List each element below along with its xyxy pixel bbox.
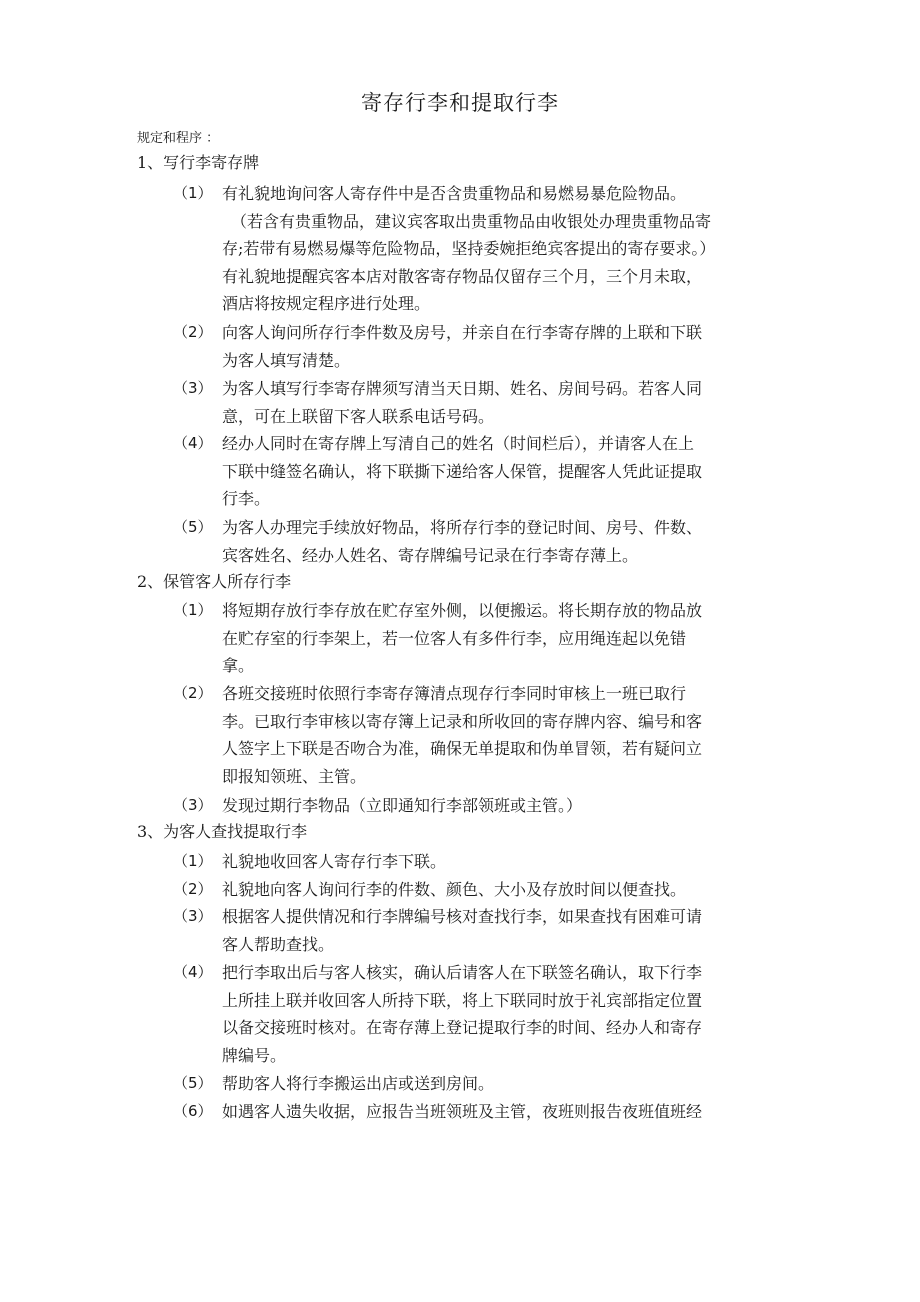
text-line: 为客人填写行李寄存牌须写清当天日期、姓名、房间号码。若客人同 bbox=[222, 379, 703, 398]
list-item bbox=[173, 959, 793, 1069]
text-line: 下联中缝签名确认，将下联撕下递给客人保管，提醒客人凭此证提取 bbox=[222, 461, 703, 481]
list-item bbox=[173, 1098, 793, 1126]
text-line: 将短期存放行李存放在贮存室外侧，以便搬运。将长期存放的物品放 bbox=[222, 601, 703, 620]
item-text bbox=[222, 430, 793, 513]
section-heading: 1、写行李寄存牌 bbox=[137, 153, 260, 172]
list-item bbox=[173, 792, 793, 820]
text-line: 即报知领班、主管。 bbox=[222, 766, 367, 786]
text-line: 以备交接班时核对。在寄存薄上登记提取行李的时间、经办人和寄存 bbox=[222, 1018, 703, 1037]
section-heading: 2、保管客人所存行李 bbox=[137, 572, 292, 591]
text-line: 向客人询问所存行李件数及房号，并亲自在行李寄存牌的上联和下联 bbox=[222, 323, 703, 342]
item-number: （2） bbox=[173, 684, 213, 702]
item-text bbox=[222, 876, 793, 904]
item-number: （3） bbox=[173, 379, 213, 397]
text-line: 意，可在上联留下客人联系电话号码。 bbox=[222, 406, 495, 426]
list-item bbox=[173, 848, 793, 876]
item-text bbox=[222, 959, 793, 1069]
list-item bbox=[173, 903, 793, 958]
item-text bbox=[222, 597, 793, 680]
page-title: 寄存行李和提取行李 bbox=[361, 91, 559, 115]
item-number: （3） bbox=[173, 907, 213, 925]
text-line: 酒店将按规定程序进行处理。 bbox=[222, 294, 431, 313]
text-line: 为客人填写清楚。 bbox=[222, 350, 351, 370]
list-item bbox=[173, 319, 793, 374]
list-item bbox=[173, 1070, 793, 1098]
item-number: （4） bbox=[173, 963, 213, 981]
item-number: （1） bbox=[173, 852, 213, 870]
list-item bbox=[173, 876, 793, 904]
list-item bbox=[173, 597, 793, 680]
item-text bbox=[222, 180, 793, 318]
list-item bbox=[173, 430, 793, 513]
text-line: 李。已取行李审核以寄存簿上记录和所收回的寄存牌内容、编号和客 bbox=[222, 711, 703, 731]
item-text bbox=[222, 375, 793, 430]
item-number: （2） bbox=[173, 323, 213, 341]
item-number: （5） bbox=[173, 1074, 213, 1092]
text-line: 各班交接班时依照行李寄存簿清点现存行李同时审核上一班已取行 bbox=[222, 684, 687, 703]
text-line: 发现过期行李物品（立即通知行李部领班或主管。） bbox=[222, 796, 583, 815]
text-line: 有礼貌地提醒宾客本店对散客寄存物品仅留存三个月，三个月未取， bbox=[222, 266, 703, 286]
text-line: 拿。 bbox=[222, 656, 255, 675]
subtitle-label: 规定和程序 ： bbox=[137, 131, 220, 146]
text-line: 礼貌地向客人询问行李的件数、颜色、大小及存放时间以便查找。 bbox=[222, 880, 687, 899]
text-line: 帮助客人将行李搬运出店或送到房间。 bbox=[222, 1074, 495, 1093]
item-number: （5） bbox=[173, 518, 213, 536]
item-text bbox=[222, 848, 793, 876]
text-line: 存;若带有易燃易爆等危险物品，坚持委婉拒绝宾客提出的寄存要求。） bbox=[222, 239, 716, 258]
text-line: 有礼貌地询问客人寄存件中是否含贵重物品和易燃易暴危险物品。 bbox=[222, 184, 687, 203]
item-text bbox=[222, 792, 793, 820]
item-number: （2） bbox=[173, 880, 213, 898]
text-line: 客人帮助查找。 bbox=[222, 934, 335, 954]
section-heading: 3、为客人查找提取行李 bbox=[137, 822, 308, 841]
text-line: 上所挂上联并收回客人所持下联，将上下联同时放于礼宾部指定位置 bbox=[222, 990, 703, 1010]
text-line: 人签字上下联是否吻合为准，确保无单提取和伪单冒领，若有疑问立 bbox=[222, 739, 703, 758]
text-line: 为客人办理完手续放好物品，将所存行李的登记时间、房号、件数、 bbox=[222, 518, 703, 537]
text-line: 把行李取出后与客人核实，确认后请客人在下联签名确认，取下行李 bbox=[222, 963, 703, 982]
list-item bbox=[173, 514, 793, 569]
text-line: 行李。 bbox=[222, 489, 271, 508]
list-item bbox=[173, 180, 793, 318]
item-text bbox=[222, 680, 793, 790]
item-number: （1） bbox=[173, 601, 213, 619]
item-text bbox=[222, 903, 793, 958]
item-number: （6） bbox=[173, 1102, 213, 1120]
list-item bbox=[173, 375, 793, 430]
text-line: 如遇客人遗失收据，应报告当班领班及主管，夜班则报告夜班值班经 bbox=[222, 1102, 703, 1121]
text-line: （若含有贵重物品，建议宾客取出贵重物品由收银处办理贵重物品寄 bbox=[231, 211, 712, 231]
text-line: 牌编号。 bbox=[222, 1045, 287, 1065]
item-text bbox=[222, 319, 793, 374]
text-line: 在贮存室的行李架上，若一位客人有多件行李，应用绳连起以免错 bbox=[222, 628, 687, 648]
item-number: （1） bbox=[173, 184, 213, 202]
text-line: 根据客人提供情况和行李牌编号核对查找行李，如果查找有困难可请 bbox=[222, 907, 703, 926]
item-number: （3） bbox=[173, 796, 213, 814]
item-text bbox=[222, 1098, 793, 1126]
item-number: （4） bbox=[173, 434, 213, 452]
text-line: 礼貌地收回客人寄存行李下联。 bbox=[222, 852, 447, 871]
item-text bbox=[222, 514, 793, 569]
text-line: 宾客姓名、经办人姓名、寄存牌编号记录在行李寄存薄上。 bbox=[222, 545, 639, 565]
list-item bbox=[173, 680, 793, 790]
item-text bbox=[222, 1070, 793, 1098]
text-line: 经办人同时在寄存牌上写清自己的姓名（时间栏后），并请客人在上 bbox=[222, 434, 695, 453]
